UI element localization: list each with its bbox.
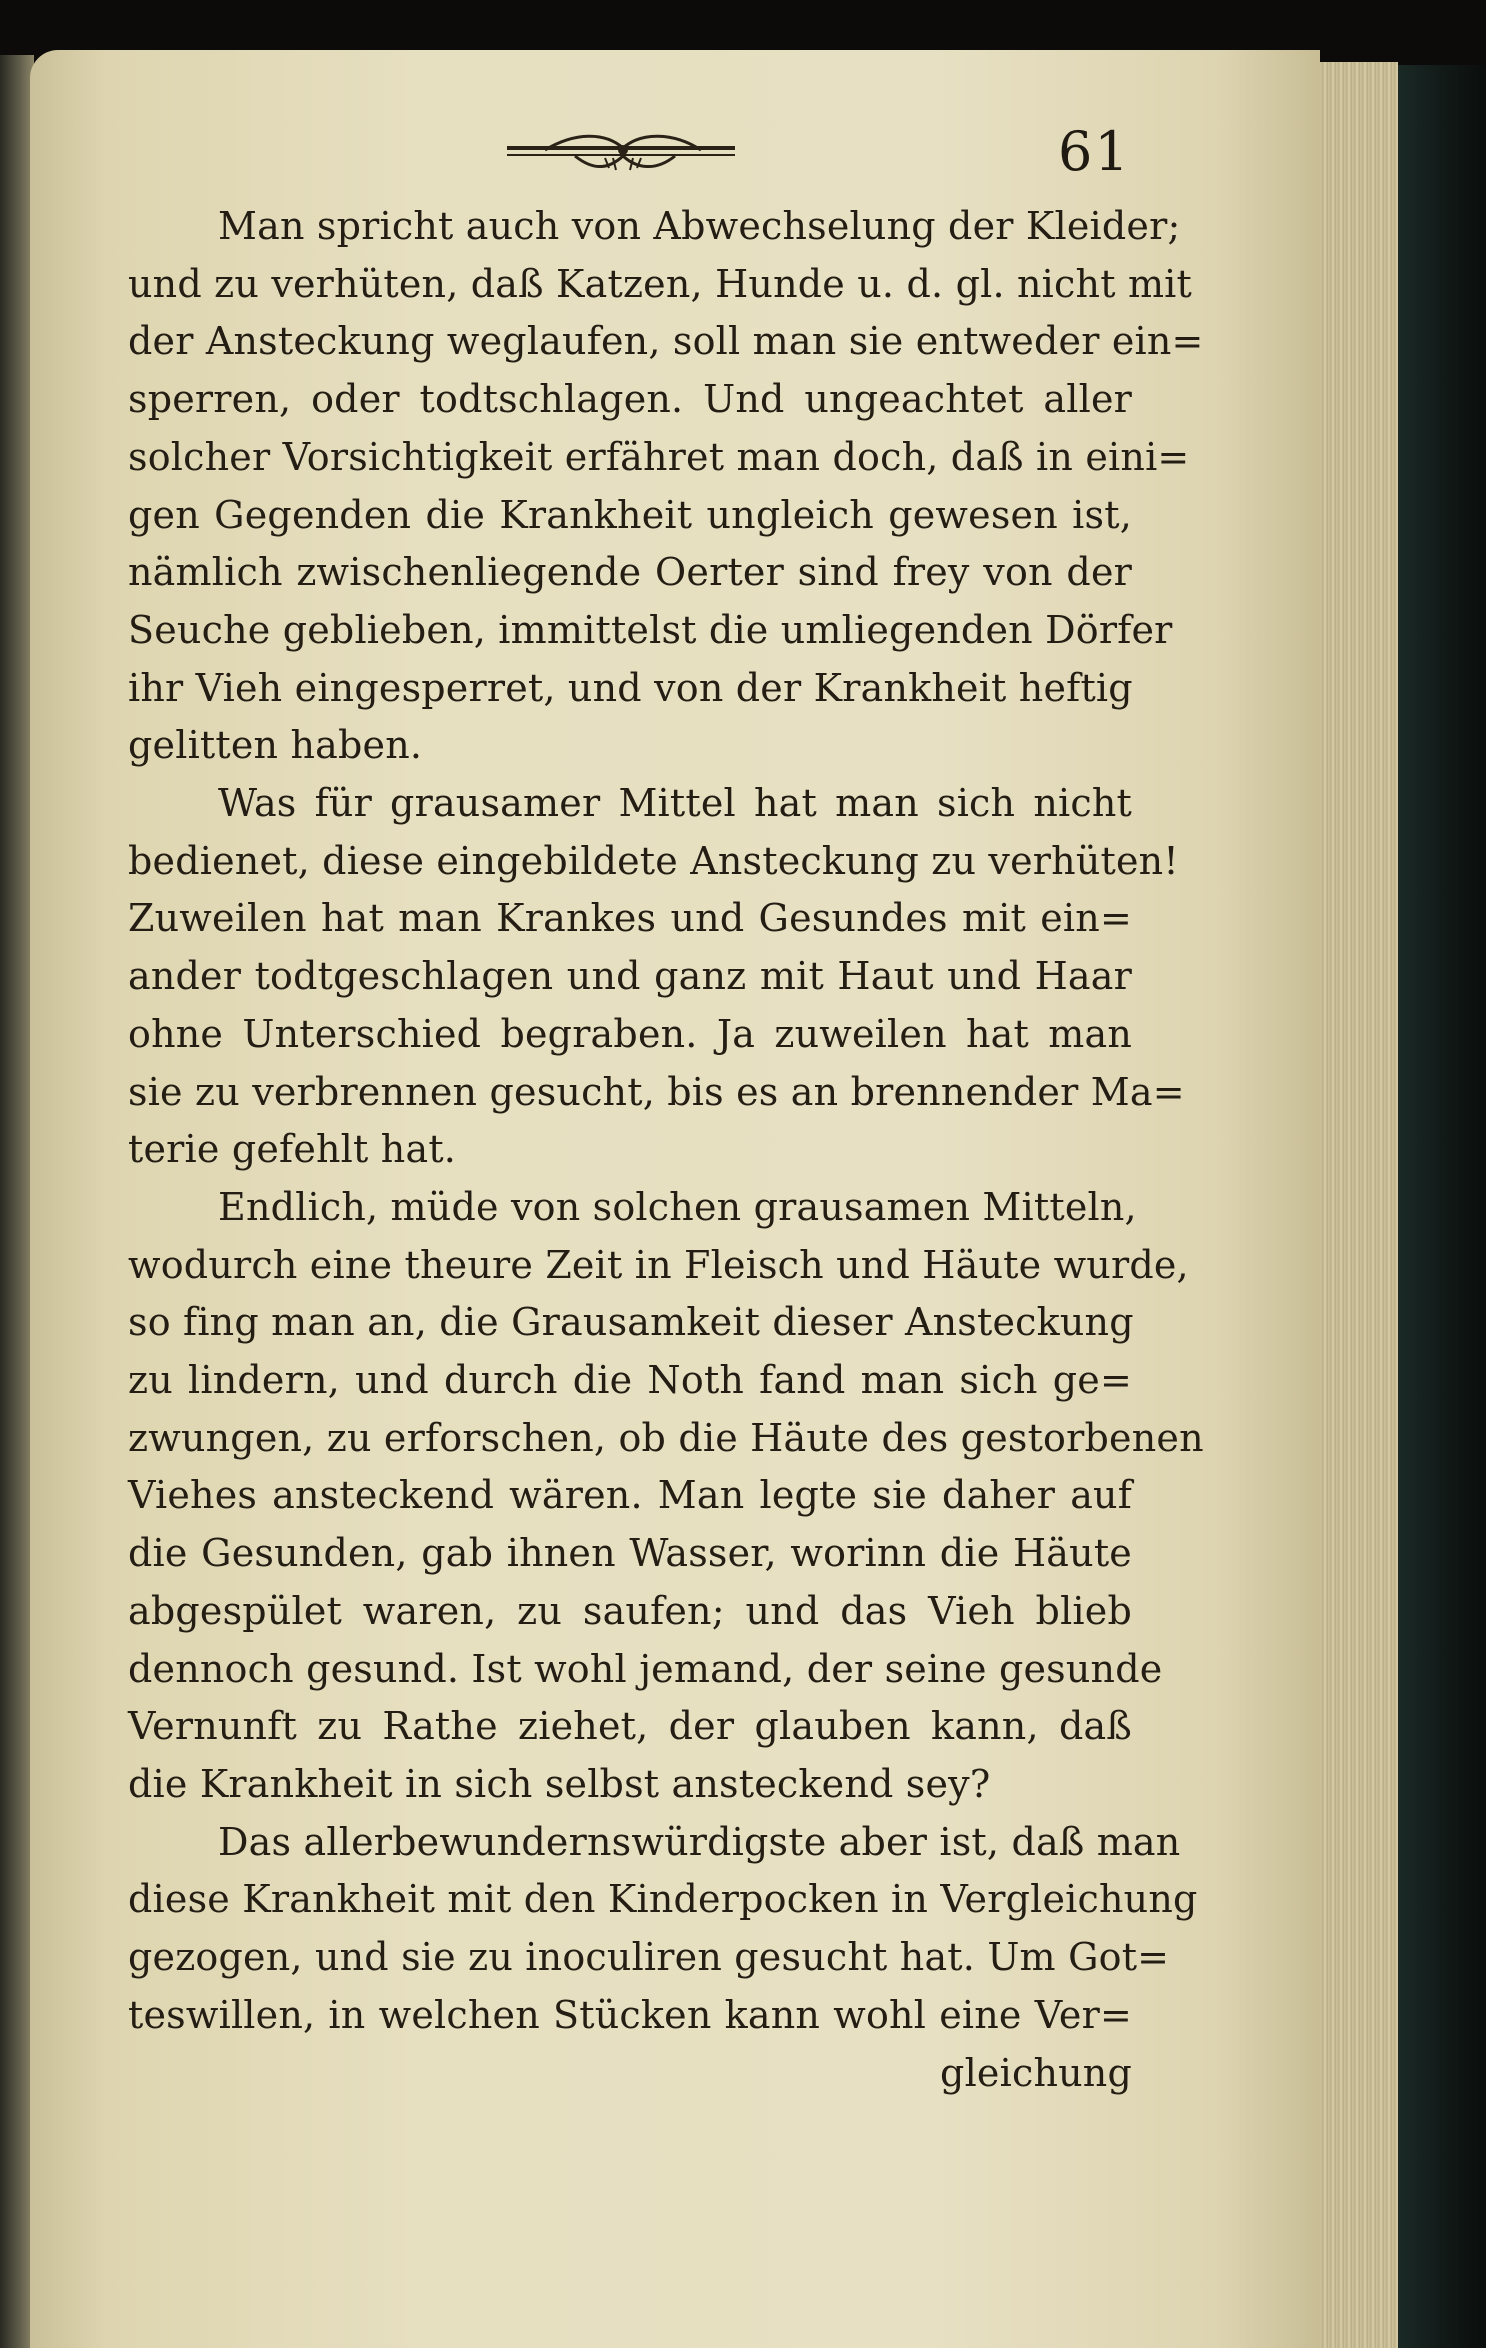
text-line: und zu verhüten, daß Katzen, Hunde u. d. gl. nicht mit xyxy=(128,261,1193,306)
text-line: Seuche geblieben, immittelst die umliegenden Dörfer xyxy=(128,607,1173,652)
text-line: wodurch eine theure Zeit in Fleisch und Häute wurde, xyxy=(128,1242,1189,1287)
paragraph xyxy=(128,1814,1198,2103)
text-line: solcher Vorsichtigkeit erfähret man doch, daß in eini= xyxy=(128,434,1190,479)
text-line: nämlich zwischenliegende Oerter sind frey von der xyxy=(128,550,1132,595)
text-line: gezogen, und sie zu inoculiren gesucht hat. Um Got= xyxy=(128,1935,1170,1980)
text-line: ohne Unterschied begraben. Ja zuweilen hat man xyxy=(128,1011,1132,1056)
text-line: Endlich, müde von solchen grausamen Mitteln, xyxy=(218,1184,1137,1229)
page-body-text xyxy=(128,198,1204,2102)
text-line: zu lindern, und durch die Noth fand man sich ge= xyxy=(128,1358,1132,1403)
book-binding xyxy=(1398,65,1486,2348)
text-line: die Gesunden, gab ihnen Wasser, worinn die Häute xyxy=(128,1531,1132,1576)
paragraph xyxy=(128,1179,1204,1814)
text-line: gen Gegenden die Krankheit ungleich gewesen ist, xyxy=(128,492,1132,537)
text-line: Man spricht auch von Abwechselung der Kleider; xyxy=(218,204,1181,248)
text-line: zwungen, zu erforschen, ob die Häute des gestorbenen xyxy=(128,1415,1204,1460)
paragraph xyxy=(128,775,1185,1179)
text-line: Das allerbewundernswürdigste aber ist, daß man xyxy=(218,1819,1181,1864)
text-line: dennoch gesund. Ist wohl jemand, der seine gesunde xyxy=(128,1646,1163,1691)
text-line: diese Krankheit mit den Kinderpocken in Vergleichung xyxy=(128,1877,1198,1922)
text-line: sperren, oder todtschlagen. Und ungeachtet aller xyxy=(128,377,1132,422)
paragraph xyxy=(128,198,1204,775)
page-edges xyxy=(1320,62,1398,2348)
text-line: Vernunft zu Rathe ziehet, der glauben kann, daß xyxy=(128,1704,1132,1749)
text-line: ihr Vieh eingesperret, und von der Krankheit heftig xyxy=(128,665,1133,710)
ornamental-rule-icon xyxy=(505,128,740,176)
facing-page-edge xyxy=(0,55,34,2348)
text-line: die Krankheit in sich selbst ansteckend sey? xyxy=(128,1761,991,1806)
text-line: sie zu verbrennen gesucht, bis es an brennender Ma= xyxy=(128,1069,1185,1114)
page-number: 61 xyxy=(1058,120,1131,183)
text-line: Zuweilen hat man Krankes und Gesundes mit ein= xyxy=(128,896,1132,941)
text-line: Viehes ansteckend wären. Man legte sie daher auf xyxy=(128,1473,1132,1518)
text-line: terie gefehlt hat. xyxy=(128,1127,457,1172)
text-line: so fing man an, die Grausamkeit dieser Ansteckung xyxy=(128,1300,1134,1345)
text-line: gelitten haben. xyxy=(128,723,423,768)
text-line: ander todtgeschlagen und ganz mit Haut und Haar xyxy=(128,954,1132,999)
text-line: teswillen, in welchen Stücken kann wohl eine Ver= xyxy=(128,1992,1132,2037)
text-line: abgespület waren, zu saufen; und das Vieh blieb xyxy=(128,1588,1132,1633)
text-line: Was für grausamer Mittel hat man sich nicht xyxy=(218,781,1132,826)
text-line: der Ansteckung weglaufen, soll man sie entweder ein= xyxy=(128,319,1204,364)
catchword: gleichung xyxy=(940,2050,1132,2095)
text-line: bedienet, diese eingebildete Ansteckung zu verhüten! xyxy=(128,838,1179,883)
